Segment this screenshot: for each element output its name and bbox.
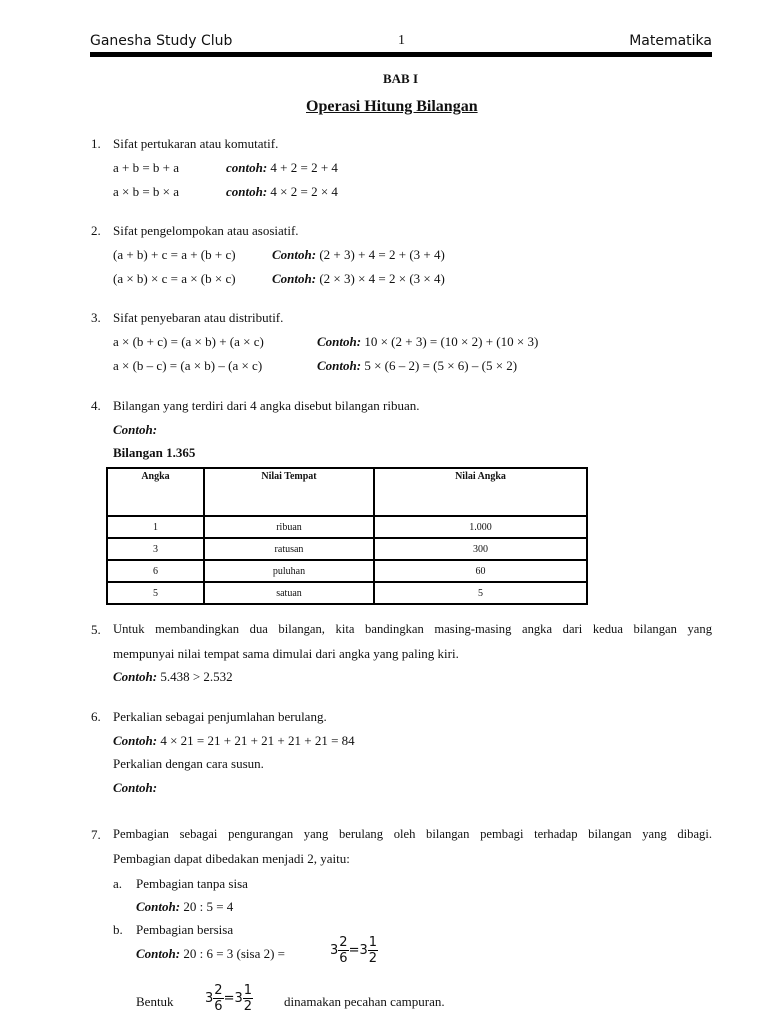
s1-example-2: contoh: 4 × 2 = 2 × 4 bbox=[226, 184, 338, 199]
table-cell: 3 bbox=[107, 538, 204, 560]
s6-example: Contoh: 4 × 21 = 21 + 21 + 21 + 21 + 21 = 84 bbox=[113, 733, 355, 748]
s2-example-1: Contoh: (2 + 3) + 4 = 2 + (3 + 4) bbox=[272, 247, 445, 262]
header-right: Matematika bbox=[629, 33, 712, 49]
s4-example-label: Contoh: bbox=[113, 422, 158, 437]
s2-formula-1: (a + b) + c = a + (b + c) bbox=[113, 247, 236, 262]
s7b-text: Pembagian bersisa bbox=[136, 922, 234, 937]
table-cell: puluhan bbox=[204, 560, 374, 582]
s3-text: Sifat penyebaran atau distributif. bbox=[113, 310, 284, 325]
s6-example-label-2: Contoh: bbox=[113, 780, 158, 795]
s1-text: Sifat pertukaran atau komutatif. bbox=[113, 136, 279, 151]
s3-example-1: Contoh: 10 × (2 + 3) = (10 × 2) + (10 × 3) bbox=[317, 334, 539, 349]
fraction-numerator: 2 bbox=[339, 935, 348, 950]
fraction-denominator: 6 bbox=[214, 999, 223, 1014]
fraction-equals: =3 bbox=[223, 991, 243, 1006]
table-cell: satuan bbox=[204, 582, 374, 604]
s2-formula-2: (a × b) × c = a × (b × c) bbox=[113, 271, 236, 286]
page-number: 1 bbox=[398, 33, 405, 48]
s2-number: 2. bbox=[91, 223, 101, 238]
table-header: Nilai Angka bbox=[374, 468, 587, 516]
table-cell: 1.000 bbox=[374, 516, 587, 538]
s6-text-2: Perkalian dengan cara susun. bbox=[113, 756, 264, 771]
mixed-fraction-2 bbox=[205, 983, 253, 1014]
s6-text: Perkalian sebagai penjumlahan berulang. bbox=[113, 709, 327, 724]
s7-line-2: Pembagian dapat dibedakan menjadi 2, yaitu: bbox=[113, 851, 350, 866]
table-cell: 1 bbox=[107, 516, 204, 538]
table-cell: 300 bbox=[374, 538, 587, 560]
bentuk-tail: dinamakan pecahan campuran. bbox=[284, 994, 445, 1009]
fraction-whole: 3 bbox=[205, 991, 214, 1006]
header-rule bbox=[90, 52, 712, 57]
table-header: Nilai Tempat bbox=[204, 468, 374, 516]
chapter-label: BAB I bbox=[383, 71, 419, 86]
fraction-numerator: 2 bbox=[214, 983, 223, 998]
s2-text: Sifat pengelompokan atau asosiatif. bbox=[113, 223, 299, 238]
s7-number: 7. bbox=[91, 827, 101, 842]
table-cell: 5 bbox=[374, 582, 587, 604]
s1-formula-1: a + b = b + a bbox=[113, 160, 180, 175]
table-row bbox=[107, 582, 587, 604]
header-left: Ganesha Study Club bbox=[90, 33, 233, 49]
fraction-numerator: 1 bbox=[243, 983, 253, 998]
fraction-denominator: 2 bbox=[243, 999, 253, 1014]
fraction-equals: =3 bbox=[348, 943, 368, 958]
s3-example-2: Contoh: 5 × (6 – 2) = (5 × 6) – (5 × 2) bbox=[317, 358, 518, 373]
fraction-numerator: 1 bbox=[368, 935, 378, 950]
s1-formula-2: a × b = b × a bbox=[113, 184, 180, 199]
s4-text: Bilangan yang terdiri dari 4 angka disebut bilangan ribuan. bbox=[113, 398, 420, 413]
s3-formula-1: a × (b + c) = (a × b) + (a × c) bbox=[113, 334, 264, 349]
s4-subtitle: Bilangan 1.365 bbox=[113, 445, 196, 460]
s2-example-2: Contoh: (2 × 3) × 4 = 2 × (3 × 4) bbox=[272, 271, 445, 286]
s3-number: 3. bbox=[91, 310, 101, 325]
s5-line-1: Untuk membandingkan dua bilangan, kita bandingkan masing-masing angka dari kedua bilangan yang bbox=[113, 622, 712, 636]
place-value-table bbox=[106, 467, 588, 605]
table-row bbox=[107, 560, 587, 582]
s1-example-1: contoh: 4 + 2 = 2 + 4 bbox=[226, 160, 338, 175]
mixed-fraction-1 bbox=[330, 935, 378, 966]
s1-number: 1. bbox=[91, 136, 101, 151]
s5-line-2: mempunyai nilai tempat sama dimulai dari angka yang paling kiri. bbox=[113, 646, 459, 661]
table-cell: 5 bbox=[107, 582, 204, 604]
fraction-whole: 3 bbox=[330, 943, 339, 958]
s5-number: 5. bbox=[91, 622, 101, 637]
table-row bbox=[107, 516, 587, 538]
s5-example: Contoh: 5.438 > 2.532 bbox=[113, 669, 233, 684]
s7b-marker: b. bbox=[113, 922, 123, 937]
table-header-row bbox=[107, 468, 587, 516]
table-header: Angka bbox=[107, 468, 204, 516]
page-title: Operasi Hitung Bilangan bbox=[306, 98, 478, 115]
s3-formula-2: a × (b – c) = (a × b) – (a × c) bbox=[113, 358, 263, 373]
s7b-example: Contoh: 20 : 6 = 3 (sisa 2) = bbox=[136, 946, 286, 961]
table-cell: 60 bbox=[374, 560, 587, 582]
s7a-text: Pembagian tanpa sisa bbox=[136, 876, 248, 891]
fraction-denominator: 6 bbox=[339, 951, 348, 966]
s4-number: 4. bbox=[91, 398, 101, 413]
table-cell: ratusan bbox=[204, 538, 374, 560]
fraction-denominator: 2 bbox=[368, 951, 378, 966]
bentuk-label: Bentuk bbox=[136, 994, 174, 1009]
s6-number: 6. bbox=[91, 709, 101, 724]
s7a-example: Contoh: 20 : 5 = 4 bbox=[136, 899, 234, 914]
table-cell: ribuan bbox=[204, 516, 374, 538]
table-cell: 6 bbox=[107, 560, 204, 582]
s7a-marker: a. bbox=[113, 876, 123, 891]
s7-line-1: Pembagian sebagai pengurangan yang berulang oleh bilangan pembagi terhadap bilangan yang dibagi. bbox=[113, 827, 712, 841]
table-row bbox=[107, 538, 587, 560]
